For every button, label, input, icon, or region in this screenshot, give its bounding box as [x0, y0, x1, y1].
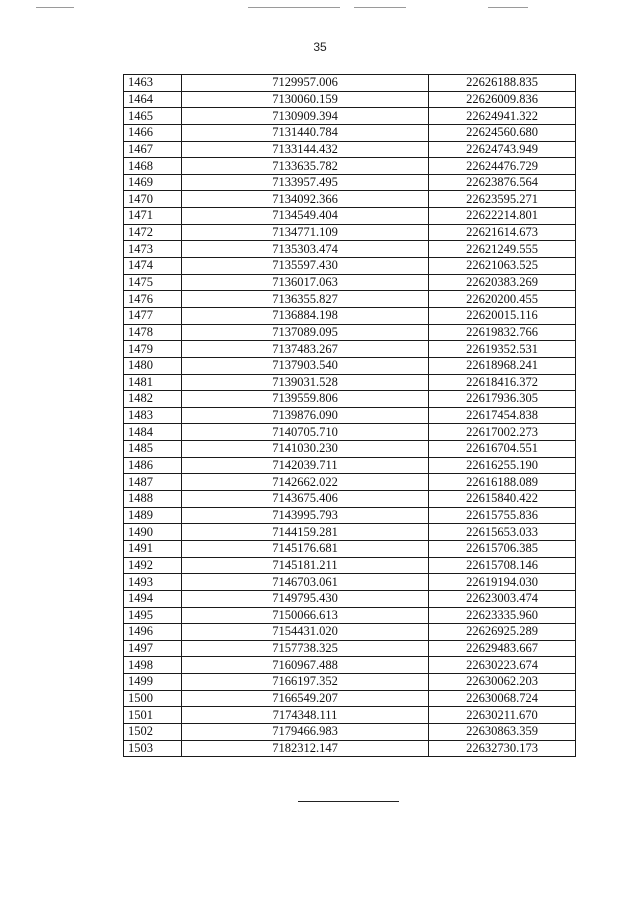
table-row — [124, 307, 576, 324]
y-coordinate-cell: 22615706.385 — [429, 540, 576, 557]
point-number-cell: 1481 — [124, 374, 182, 391]
x-coordinate-cell: 7142039.711 — [182, 457, 429, 474]
x-coordinate-cell: 7174348.111 — [182, 707, 429, 724]
footer-rule — [298, 801, 399, 802]
y-coordinate-cell: 22617936.305 — [429, 391, 576, 408]
y-coordinate-cell: 22617002.273 — [429, 424, 576, 441]
table-row — [124, 707, 576, 724]
point-number-cell: 1486 — [124, 457, 182, 474]
point-number-cell: 1464 — [124, 91, 182, 108]
y-coordinate-cell: 22620015.116 — [429, 307, 576, 324]
y-coordinate-cell: 22626009.836 — [429, 91, 576, 108]
point-number-cell: 1488 — [124, 491, 182, 508]
x-coordinate-cell: 7182312.147 — [182, 740, 429, 757]
table-row — [124, 224, 576, 241]
point-number-cell: 1491 — [124, 540, 182, 557]
table-row — [124, 291, 576, 308]
y-coordinate-cell: 22623335.960 — [429, 607, 576, 624]
x-coordinate-cell: 7137089.095 — [182, 324, 429, 341]
x-coordinate-cell: 7133635.782 — [182, 158, 429, 175]
x-coordinate-cell: 7154431.020 — [182, 624, 429, 641]
x-coordinate-cell: 7130909.394 — [182, 108, 429, 125]
y-coordinate-cell: 22619352.531 — [429, 341, 576, 358]
y-coordinate-cell: 22624560.680 — [429, 124, 576, 141]
point-number-cell: 1495 — [124, 607, 182, 624]
x-coordinate-cell: 7140705.710 — [182, 424, 429, 441]
point-number-cell: 1465 — [124, 108, 182, 125]
point-number-cell: 1493 — [124, 574, 182, 591]
point-number-cell: 1490 — [124, 524, 182, 541]
table-row — [124, 624, 576, 641]
table-row — [124, 424, 576, 441]
point-number-cell: 1480 — [124, 357, 182, 374]
x-coordinate-cell: 7157738.325 — [182, 640, 429, 657]
x-coordinate-cell: 7179466.983 — [182, 723, 429, 740]
x-coordinate-cell: 7145181.211 — [182, 557, 429, 574]
point-number-cell: 1478 — [124, 324, 182, 341]
table-row — [124, 740, 576, 757]
y-coordinate-cell: 22622214.801 — [429, 208, 576, 225]
table-row — [124, 507, 576, 524]
point-number-cell: 1475 — [124, 274, 182, 291]
y-coordinate-cell: 22619194.030 — [429, 574, 576, 591]
x-coordinate-cell: 7139559.806 — [182, 391, 429, 408]
x-coordinate-cell: 7145176.681 — [182, 540, 429, 557]
x-coordinate-cell: 7131440.784 — [182, 124, 429, 141]
x-coordinate-cell: 7137483.267 — [182, 341, 429, 358]
x-coordinate-cell: 7135303.474 — [182, 241, 429, 258]
point-number-cell: 1499 — [124, 674, 182, 691]
point-number-cell: 1474 — [124, 258, 182, 275]
x-coordinate-cell: 7143675.406 — [182, 491, 429, 508]
x-coordinate-cell: 7139876.090 — [182, 407, 429, 424]
x-coordinate-cell: 7134092.366 — [182, 191, 429, 208]
x-coordinate-cell: 7141030.230 — [182, 441, 429, 458]
table-row — [124, 607, 576, 624]
x-coordinate-cell: 7150066.613 — [182, 607, 429, 624]
y-coordinate-cell: 22623876.564 — [429, 174, 576, 191]
table-row — [124, 174, 576, 191]
table-row — [124, 357, 576, 374]
table-row — [124, 491, 576, 508]
point-number-cell: 1476 — [124, 291, 182, 308]
table-row — [124, 241, 576, 258]
table-row — [124, 374, 576, 391]
coordinates-table — [123, 74, 576, 757]
point-number-cell: 1473 — [124, 241, 182, 258]
x-coordinate-cell: 7133957.495 — [182, 174, 429, 191]
coordinates-table-body — [124, 75, 576, 757]
y-coordinate-cell: 22630068.724 — [429, 690, 576, 707]
point-number-cell: 1503 — [124, 740, 182, 757]
x-coordinate-cell: 7160967.488 — [182, 657, 429, 674]
scan-noise-mark — [248, 7, 340, 8]
table-row — [124, 391, 576, 408]
table-row — [124, 274, 576, 291]
y-coordinate-cell: 22624743.949 — [429, 141, 576, 158]
y-coordinate-cell: 22615708.146 — [429, 557, 576, 574]
x-coordinate-cell: 7130060.159 — [182, 91, 429, 108]
y-coordinate-cell: 22621249.555 — [429, 241, 576, 258]
point-number-cell: 1492 — [124, 557, 182, 574]
point-number-cell: 1482 — [124, 391, 182, 408]
table-row — [124, 657, 576, 674]
x-coordinate-cell: 7166197.352 — [182, 674, 429, 691]
y-coordinate-cell: 22624941.322 — [429, 108, 576, 125]
table-row — [124, 208, 576, 225]
x-coordinate-cell: 7134771.109 — [182, 224, 429, 241]
point-number-cell: 1477 — [124, 307, 182, 324]
point-number-cell: 1502 — [124, 723, 182, 740]
table-row — [124, 524, 576, 541]
table-row — [124, 158, 576, 175]
table-row — [124, 108, 576, 125]
scan-noise-mark — [36, 7, 74, 8]
table-row — [124, 574, 576, 591]
table-row — [124, 723, 576, 740]
point-number-cell: 1496 — [124, 624, 182, 641]
point-number-cell: 1487 — [124, 474, 182, 491]
table-row — [124, 441, 576, 458]
x-coordinate-cell: 7149795.430 — [182, 590, 429, 607]
y-coordinate-cell: 22626925.289 — [429, 624, 576, 641]
y-coordinate-cell: 22623003.474 — [429, 590, 576, 607]
table-row — [124, 640, 576, 657]
y-coordinate-cell: 22626188.835 — [429, 75, 576, 92]
point-number-cell: 1467 — [124, 141, 182, 158]
y-coordinate-cell: 22615840.422 — [429, 491, 576, 508]
y-coordinate-cell: 22621063.525 — [429, 258, 576, 275]
x-coordinate-cell: 7143995.793 — [182, 507, 429, 524]
scan-noise-mark — [354, 7, 406, 8]
x-coordinate-cell: 7142662.022 — [182, 474, 429, 491]
y-coordinate-cell: 22623595.271 — [429, 191, 576, 208]
point-number-cell: 1469 — [124, 174, 182, 191]
x-coordinate-cell: 7129957.006 — [182, 75, 429, 92]
table-row — [124, 590, 576, 607]
y-coordinate-cell: 22629483.667 — [429, 640, 576, 657]
x-coordinate-cell: 7134549.404 — [182, 208, 429, 225]
table-row — [124, 75, 576, 92]
table-row — [124, 124, 576, 141]
table-row — [124, 341, 576, 358]
table-row — [124, 141, 576, 158]
y-coordinate-cell: 22630223.674 — [429, 657, 576, 674]
x-coordinate-cell: 7166549.207 — [182, 690, 429, 707]
table-row — [124, 258, 576, 275]
scan-noise-mark — [488, 7, 528, 8]
x-coordinate-cell: 7136884.198 — [182, 307, 429, 324]
point-number-cell: 1489 — [124, 507, 182, 524]
y-coordinate-cell: 22630062.203 — [429, 674, 576, 691]
y-coordinate-cell: 22619832.766 — [429, 324, 576, 341]
y-coordinate-cell: 22618968.241 — [429, 357, 576, 374]
point-number-cell: 1485 — [124, 441, 182, 458]
point-number-cell: 1472 — [124, 224, 182, 241]
y-coordinate-cell: 22620383.269 — [429, 274, 576, 291]
x-coordinate-cell: 7144159.281 — [182, 524, 429, 541]
x-coordinate-cell: 7137903.540 — [182, 357, 429, 374]
table-row — [124, 407, 576, 424]
table-row — [124, 91, 576, 108]
point-number-cell: 1500 — [124, 690, 182, 707]
point-number-cell: 1497 — [124, 640, 182, 657]
point-number-cell: 1463 — [124, 75, 182, 92]
point-number-cell: 1466 — [124, 124, 182, 141]
y-coordinate-cell: 22630211.670 — [429, 707, 576, 724]
x-coordinate-cell: 7135597.430 — [182, 258, 429, 275]
y-coordinate-cell: 22630863.359 — [429, 723, 576, 740]
y-coordinate-cell: 22616255.190 — [429, 457, 576, 474]
point-number-cell: 1501 — [124, 707, 182, 724]
table-row — [124, 540, 576, 557]
table-row — [124, 474, 576, 491]
x-coordinate-cell: 7133144.432 — [182, 141, 429, 158]
point-number-cell: 1494 — [124, 590, 182, 607]
y-coordinate-cell: 22618416.372 — [429, 374, 576, 391]
table-row — [124, 191, 576, 208]
y-coordinate-cell: 22620200.455 — [429, 291, 576, 308]
table-row — [124, 674, 576, 691]
y-coordinate-cell: 22616188.089 — [429, 474, 576, 491]
point-number-cell: 1484 — [124, 424, 182, 441]
page-number: 35 — [313, 40, 327, 54]
x-coordinate-cell: 7146703.061 — [182, 574, 429, 591]
y-coordinate-cell: 22632730.173 — [429, 740, 576, 757]
point-number-cell: 1470 — [124, 191, 182, 208]
y-coordinate-cell: 22615653.033 — [429, 524, 576, 541]
point-number-cell: 1471 — [124, 208, 182, 225]
table-row — [124, 557, 576, 574]
y-coordinate-cell: 22624476.729 — [429, 158, 576, 175]
point-number-cell: 1498 — [124, 657, 182, 674]
x-coordinate-cell: 7136017.063 — [182, 274, 429, 291]
point-number-cell: 1483 — [124, 407, 182, 424]
point-number-cell: 1468 — [124, 158, 182, 175]
table-row — [124, 690, 576, 707]
x-coordinate-cell: 7136355.827 — [182, 291, 429, 308]
table-row — [124, 324, 576, 341]
x-coordinate-cell: 7139031.528 — [182, 374, 429, 391]
y-coordinate-cell: 22617454.838 — [429, 407, 576, 424]
table-row — [124, 457, 576, 474]
y-coordinate-cell: 22621614.673 — [429, 224, 576, 241]
y-coordinate-cell: 22616704.551 — [429, 441, 576, 458]
point-number-cell: 1479 — [124, 341, 182, 358]
y-coordinate-cell: 22615755.836 — [429, 507, 576, 524]
